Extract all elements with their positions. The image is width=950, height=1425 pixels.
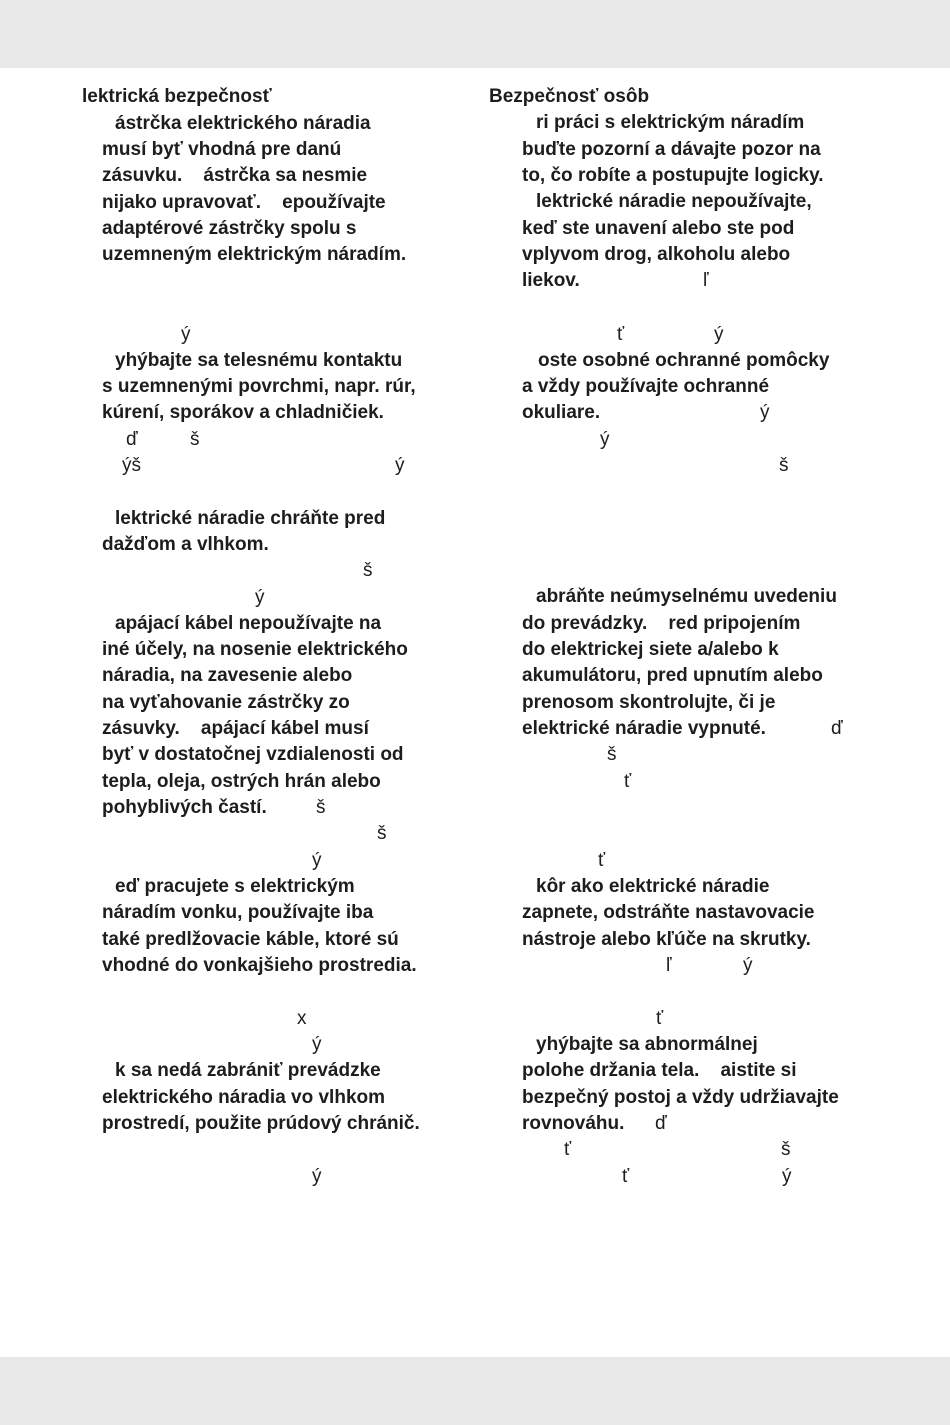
text-line: kôr ako elektrické náradie	[536, 876, 770, 897]
text-fragment: ý	[760, 402, 770, 423]
text-fragment: ý	[600, 429, 610, 450]
text-line: dažďom a vlhkom.	[102, 534, 269, 555]
text-fragment: ý	[255, 587, 265, 608]
footer-band	[0, 1357, 950, 1425]
text-line: nástroje alebo kľúče na skrutky.	[522, 929, 811, 950]
text-line: iné účely, na nosenie elektrického	[102, 639, 408, 660]
text-line: ástrčka elektrického náradia	[115, 113, 371, 134]
text-line: zapnete, odstráňte nastavovacie	[522, 902, 815, 923]
text-fragment: ď	[655, 1113, 667, 1134]
text-line: prostredí, použite prúdový chránič.	[102, 1113, 420, 1134]
text-fragment: ý	[782, 1166, 792, 1187]
text-line: okuliare.	[522, 402, 601, 423]
text-line: eď pracujete s elektrickým	[115, 876, 355, 897]
text-fragment: ý	[312, 1166, 322, 1187]
text-line: zásuvky. apájací kábel musí	[102, 718, 369, 739]
text-line: a vždy používajte ochranné	[522, 376, 770, 397]
text-line: zásuvku. ástrčka sa nesmie	[102, 165, 368, 186]
text-fragment: š	[779, 455, 789, 476]
text-line: apájací kábel nepoužívajte na	[115, 613, 382, 634]
text-fragment: ť	[624, 771, 632, 792]
text-line: byť v dostatočnej vzdialenosti od	[102, 744, 404, 765]
text-line: adaptérové zástrčky spolu s	[102, 218, 357, 239]
text-line: musí byť vhodná pre danú	[102, 139, 342, 160]
text-fragment: ť	[598, 850, 606, 871]
text-fragment: ý	[312, 850, 322, 871]
text-line: oste osobné ochranné pomôcky	[538, 350, 830, 371]
text-line: nijako upravovať. epoužívajte	[102, 192, 386, 213]
text-line: kúrení, sporákov a chladničiek.	[102, 402, 384, 423]
text-line: uzemneným elektrickým náradím.	[102, 244, 407, 265]
text-line: lektrické náradie chráňte pred	[115, 508, 386, 529]
text-line: do prevádzky. red pripojením	[522, 613, 801, 634]
text-line: prenosom skontrolujte, či je	[522, 692, 776, 713]
text-line: rovnováhu.	[522, 1113, 625, 1134]
header-band	[0, 0, 950, 68]
text-fragment: š	[377, 823, 387, 844]
text-line: keď ste unavení alebo ste pod	[522, 218, 795, 239]
text-fragment: ď	[126, 429, 138, 450]
text-fragment: š	[363, 560, 373, 581]
text-line: do elektrickej siete a/alebo k	[522, 639, 779, 660]
text-line: polohe držania tela. aistite si	[522, 1060, 797, 1081]
text-fragment: ľ	[703, 270, 709, 291]
text-line: náradím vonku, používajte iba	[102, 902, 374, 923]
text-line: k sa nedá zabrániť prevádzke	[115, 1060, 381, 1081]
text-fragment: ý	[181, 324, 191, 345]
text-fragment: š	[781, 1139, 791, 1160]
text-line: bezpečný postoj a vždy udržiavajte	[522, 1087, 839, 1108]
text-fragment: x	[297, 1008, 307, 1029]
text-line: vplyvom drog, alkoholu alebo	[522, 244, 791, 265]
text-line: vhodné do vonkajšieho prostredia.	[102, 955, 417, 976]
text-fragment: ť	[622, 1166, 630, 1187]
text-line: yhýbajte sa telesnému kontaktu	[115, 350, 403, 371]
section-heading-personal-safety: Bezpečnosť osôb	[489, 86, 650, 107]
text-line: ri práci s elektrickým náradím	[536, 112, 805, 133]
text-line: abráňte neúmyselnému uvedeniu	[536, 586, 837, 607]
text-fragment: ý	[312, 1034, 322, 1055]
text-line: náradia, na zavesenie alebo	[102, 665, 353, 686]
text-line: elektrické náradie vypnuté.	[522, 718, 766, 739]
text-line: také predlžovacie káble, ktoré sú	[102, 929, 399, 950]
text-line: to, čo robíte a postupujte logicky.	[522, 165, 824, 186]
text-line: liekov.	[522, 270, 580, 291]
text-fragment: ť	[656, 1008, 664, 1029]
text-fragment: ý	[714, 324, 724, 345]
text-line: elektrického náradia vo vlhkom	[102, 1087, 386, 1108]
text-line: s uzemnenými povrchmi, napr. rúr,	[102, 376, 416, 397]
text-fragment: š	[316, 797, 326, 818]
text-fragment: ď	[831, 718, 843, 739]
text-line: pohyblivých častí.	[102, 797, 267, 818]
text-line: akumulátoru, pred upnutím alebo	[522, 665, 823, 686]
text-line: tepla, oleja, ostrých hrán alebo	[102, 771, 381, 792]
text-line: yhýbajte sa abnormálnej	[536, 1034, 758, 1055]
text-fragment: ý	[395, 455, 405, 476]
text-line: buďte pozorní a dávajte pozor na	[522, 139, 821, 160]
text-fragment: š	[190, 429, 200, 450]
text-fragment: ý	[743, 955, 753, 976]
text-line: lektrické náradie nepoužívajte,	[536, 191, 812, 212]
text-line: na vyťahovanie zástrčky zo	[102, 692, 350, 713]
text-fragment: ýš	[122, 455, 141, 476]
text-fragment: ť	[617, 324, 625, 345]
text-fragment: ť	[564, 1139, 572, 1160]
text-fragment: š	[607, 744, 617, 765]
section-heading-electrical-safety: lektrická bezpečnosť	[82, 86, 272, 107]
text-fragment: ľ	[666, 955, 672, 976]
